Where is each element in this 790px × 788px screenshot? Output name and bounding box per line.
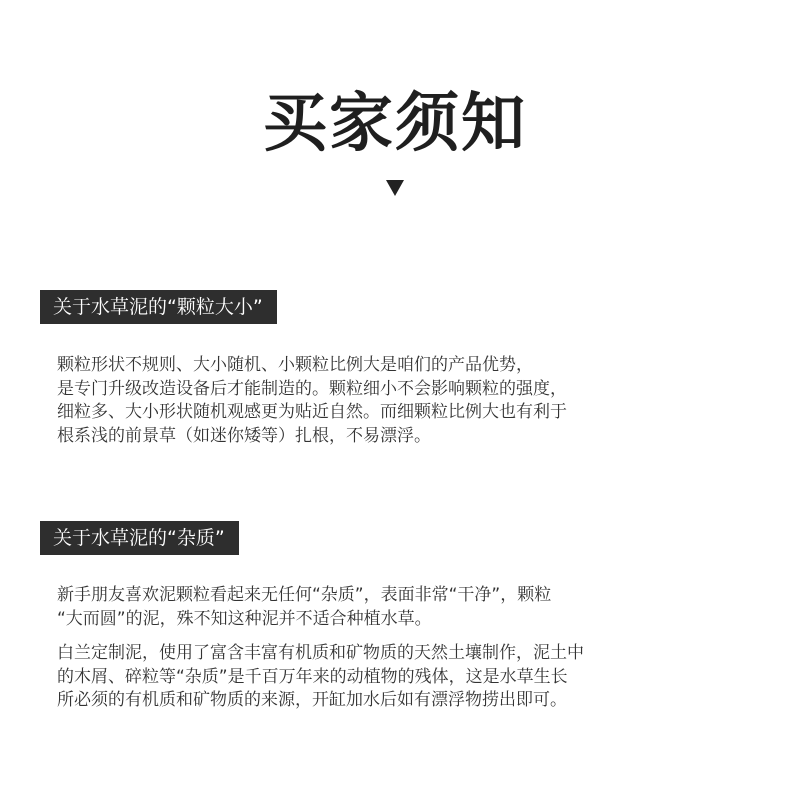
paragraph-line: 的木屑、碎粒等“杂质”是千百万年来的动植物的残体，这是水草生长 [57,666,568,687]
impurities-paragraph-1 [57,584,697,631]
paragraph-line: 所必须的有机质和矿物质的来源，开缸加水后如有漂浮物捞出即可。 [57,690,567,710]
section-heading-grain-size: 关于水草泥的“颗粒大小” [40,290,277,324]
paragraph-line: “大而圆”的泥，殊不知这种泥并不适合种植水草。 [57,608,432,629]
paragraph-line: 是专门升级改造设备后才能制造的。颗粒细小不会影响颗粒的强度， [57,378,567,399]
section-heading-impurities: 关于水草泥的“杂质” [40,521,239,555]
paragraph-line: 颗粒形状不规则、大小随机、小颗粒比例大是咱们的产品优势， [57,355,533,375]
paragraph-line: 白兰定制泥，使用了富含丰富有机质和矿物质的天然土壤制作，泥土中 [57,643,584,663]
down-arrow-icon [386,180,404,196]
grain-size-paragraph [57,354,697,448]
paragraph-line: 新手朋友喜欢泥颗粒看起来无任何“杂质”，表面非常“干净”，颗粒 [57,585,552,605]
paragraph-line: 细粒多、大小形状随机观感更为贴近自然。而细颗粒比例大也有利于 [57,402,567,422]
impurities-paragraph-2 [57,642,697,713]
paragraph-line: 根系浅的前景草（如迷你矮等）扎根，不易漂浮。 [57,425,431,446]
page-title: 买家须知 [263,87,527,161]
